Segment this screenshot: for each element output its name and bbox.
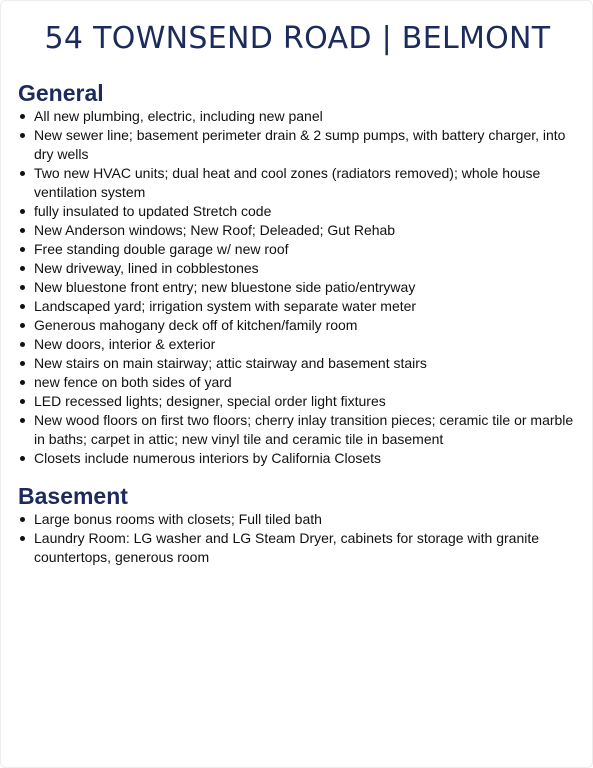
list-item [18, 240, 586, 259]
bullet-icon [20, 114, 25, 119]
list-item-text: New Anderson windows; New Roof; Deleaded; Gut Rehab [34, 222, 396, 238]
list-item [18, 335, 586, 354]
list-item-text: New doors, interior & exterior [34, 336, 216, 352]
bullet-icon [20, 342, 25, 347]
list-item-text: Generous mahogany deck off of kitchen/family room [34, 317, 358, 333]
bullet-icon [20, 536, 25, 541]
list-item [18, 316, 586, 335]
bullet-icon [20, 285, 25, 290]
bullet-icon [20, 247, 25, 252]
document-title: 54 TOWNSEND ROAD | BELMONT [44, 21, 551, 56]
list-item-text: fully insulated to updated Stretch code [34, 203, 272, 219]
section-basement [18, 482, 586, 567]
bullet-icon [20, 418, 25, 423]
bullet-icon [20, 209, 25, 214]
list-item [18, 221, 586, 240]
list-item [18, 411, 586, 449]
section-heading: Basement [18, 483, 128, 509]
bullet-icon [20, 171, 25, 176]
list-item [18, 259, 586, 278]
list-item-text: New stairs on main stairway; attic stairway and basement stairs [34, 355, 427, 371]
list-item [18, 202, 586, 221]
list-item [18, 449, 586, 468]
bullet-icon [20, 323, 25, 328]
list-item [18, 354, 586, 373]
list-item-text: Free standing double garage w/ new roof [34, 241, 289, 257]
bullet-icon [20, 456, 25, 461]
list-item-text: New wood floors on first two floors; cherry inlay transition pieces; ceramic tile or marble in baths; carpet in attic; new vinyl tile and ceramic tile in basement [34, 412, 574, 447]
list-item [18, 529, 586, 567]
list-item [18, 278, 586, 297]
bullet-icon [20, 304, 25, 309]
list-item-text: Laundry Room: LG washer and LG Steam Dryer, cabinets for storage with granite countertops, generous room [34, 530, 540, 565]
section-general [18, 79, 586, 468]
list-item-text: Large bonus rooms with closets; Full tiled bath [34, 511, 322, 527]
bullet-icon [20, 133, 25, 138]
list-item-text: Two new HVAC units; dual heat and cool zones (radiators removed); whole house ventilation system [34, 165, 541, 200]
list-item-text: Landscaped yard; irrigation system with separate water meter [34, 298, 417, 314]
list-item-text: new fence on both sides of yard [34, 374, 232, 390]
bullet-icon [20, 517, 25, 522]
bullet-icon [20, 399, 25, 404]
bullet-icon [20, 361, 25, 366]
list-item [18, 392, 586, 411]
list-item-text: Closets include numerous interiors by California Closets [34, 450, 382, 466]
list-item [18, 373, 586, 392]
list-item [18, 297, 586, 316]
list-item-text: New sewer line; basement perimeter drain & 2 sump pumps, with battery charger, into dry wells [34, 127, 566, 162]
list-item-text: All new plumbing, electric, including new panel [34, 108, 323, 124]
list-item [18, 510, 586, 529]
document-content [18, 79, 586, 567]
section-heading: General [18, 80, 104, 106]
feature-list [18, 510, 586, 567]
list-item [18, 107, 586, 126]
list-item [18, 126, 586, 164]
list-item [18, 164, 586, 202]
list-item-text: New driveway, lined in cobblestones [34, 260, 259, 276]
bullet-icon [20, 380, 25, 385]
list-item-text: New bluestone front entry; new bluestone side patio/entryway [34, 279, 416, 295]
feature-list [18, 107, 586, 468]
list-item-text: LED recessed lights; designer, special order light fixtures [34, 393, 386, 409]
bullet-icon [20, 228, 25, 233]
bullet-icon [20, 266, 25, 271]
